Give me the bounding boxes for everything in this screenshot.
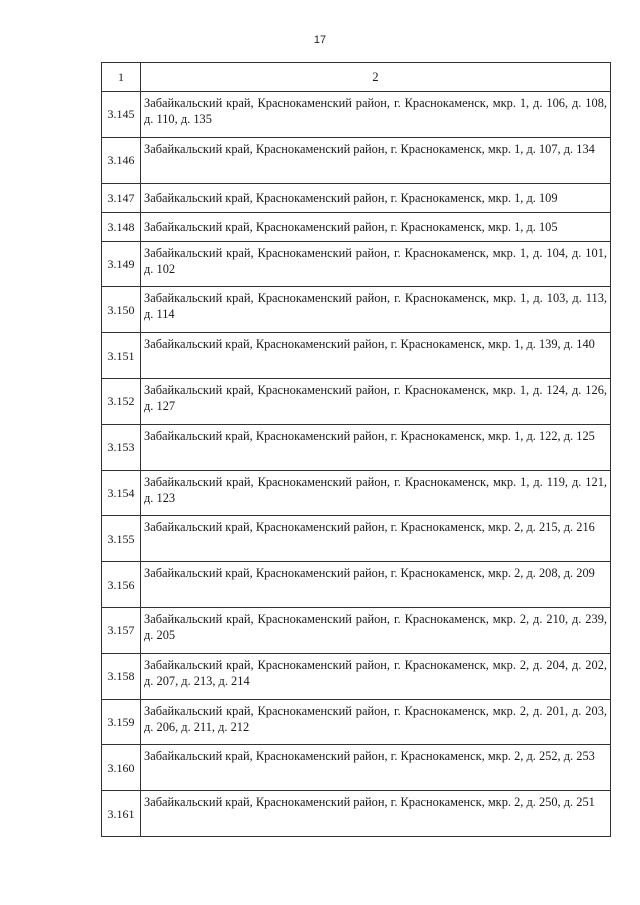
row-address: Забайкальский край, Краснокаменский район, г. Краснокаменск, мкр. 2, д. 204, д. 202, д. 207, д. 213, д. 214: [141, 653, 611, 699]
row-number: 3.146: [102, 137, 141, 183]
row-address: Забайкальский край, Краснокаменский район, г. Краснокаменск, мкр. 1, д. 122, д. 125: [141, 424, 611, 470]
table-row: [102, 183, 611, 212]
row-number: 3.148: [102, 212, 141, 241]
row-address: Забайкальский край, Краснокаменский район, г. Краснокаменск, мкр. 2, д. 208, д. 209: [141, 562, 611, 608]
address-table: [101, 62, 611, 837]
row-address: Забайкальский край, Краснокаменский район, г. Краснокаменск, мкр. 1, д. 139, д. 140: [141, 333, 611, 379]
header-col-2: 2: [141, 63, 611, 92]
row-number: 3.145: [102, 92, 141, 138]
row-address: Забайкальский край, Краснокаменский район, г. Краснокаменск, мкр. 1, д. 104, д. 101, д. 102: [141, 241, 611, 287]
row-address: Забайкальский край, Краснокаменский район, г. Краснокаменск, мкр. 1, д. 119, д. 121, д. 123: [141, 470, 611, 516]
row-address: Забайкальский край, Краснокаменский район, г. Краснокаменск, мкр. 1, д. 106, д. 108, д. 110, д. 135: [141, 92, 611, 138]
page-number: 17: [313, 34, 327, 46]
row-address: Забайкальский край, Краснокаменский район, г. Краснокаменск, мкр. 2, д. 252, д. 253: [141, 745, 611, 791]
row-number: 3.156: [102, 562, 141, 608]
row-number: 3.161: [102, 791, 141, 837]
row-number: 3.153: [102, 424, 141, 470]
table-row: [102, 516, 611, 562]
row-number: 3.160: [102, 745, 141, 791]
table-row: [102, 92, 611, 138]
row-number: 3.147: [102, 183, 141, 212]
row-address: Забайкальский край, Краснокаменский район, г. Краснокаменск, мкр. 1, д. 109: [141, 183, 611, 212]
row-address: Забайкальский край, Краснокаменский район, г. Краснокаменск, мкр. 1, д. 107, д. 134: [141, 137, 611, 183]
row-number: 3.151: [102, 333, 141, 379]
row-number: 3.154: [102, 470, 141, 516]
table-row: [102, 378, 611, 424]
row-number: 3.159: [102, 699, 141, 745]
table-row: [102, 791, 611, 837]
table-row: [102, 212, 611, 241]
row-address: Забайкальский край, Краснокаменский район, г. Краснокаменск, мкр. 2, д. 201, д. 203, д. 206, д. 211, д. 212: [141, 699, 611, 745]
table-row: [102, 653, 611, 699]
header-col-1: 1: [102, 63, 141, 92]
row-number: 3.157: [102, 607, 141, 653]
row-number: 3.155: [102, 516, 141, 562]
row-number: 3.150: [102, 287, 141, 333]
row-address: Забайкальский край, Краснокаменский район, г. Краснокаменск, мкр. 1, д. 124, д. 126, д. 127: [141, 378, 611, 424]
row-address: Забайкальский край, Краснокаменский район, г. Краснокаменск, мкр. 1, д. 105: [141, 212, 611, 241]
row-address: Забайкальский край, Краснокаменский район, г. Краснокаменск, мкр. 1, д. 103, д. 113, д. 114: [141, 287, 611, 333]
table-header-row: [102, 63, 611, 92]
row-number: 3.149: [102, 241, 141, 287]
table-row: [102, 424, 611, 470]
table-row: [102, 287, 611, 333]
table-row: [102, 699, 611, 745]
row-number: 3.158: [102, 653, 141, 699]
row-number: 3.152: [102, 378, 141, 424]
table-row: [102, 241, 611, 287]
table-row: [102, 333, 611, 379]
table-row: [102, 470, 611, 516]
row-address: Забайкальский край, Краснокаменский район, г. Краснокаменск, мкр. 2, д. 250, д. 251: [141, 791, 611, 837]
table-row: [102, 562, 611, 608]
row-address: Забайкальский край, Краснокаменский район, г. Краснокаменск, мкр. 2, д. 215, д. 216: [141, 516, 611, 562]
row-address: Забайкальский край, Краснокаменский район, г. Краснокаменск, мкр. 2, д. 210, д. 239, д. 205: [141, 607, 611, 653]
table-row: [102, 137, 611, 183]
table-row: [102, 607, 611, 653]
table-row: [102, 745, 611, 791]
